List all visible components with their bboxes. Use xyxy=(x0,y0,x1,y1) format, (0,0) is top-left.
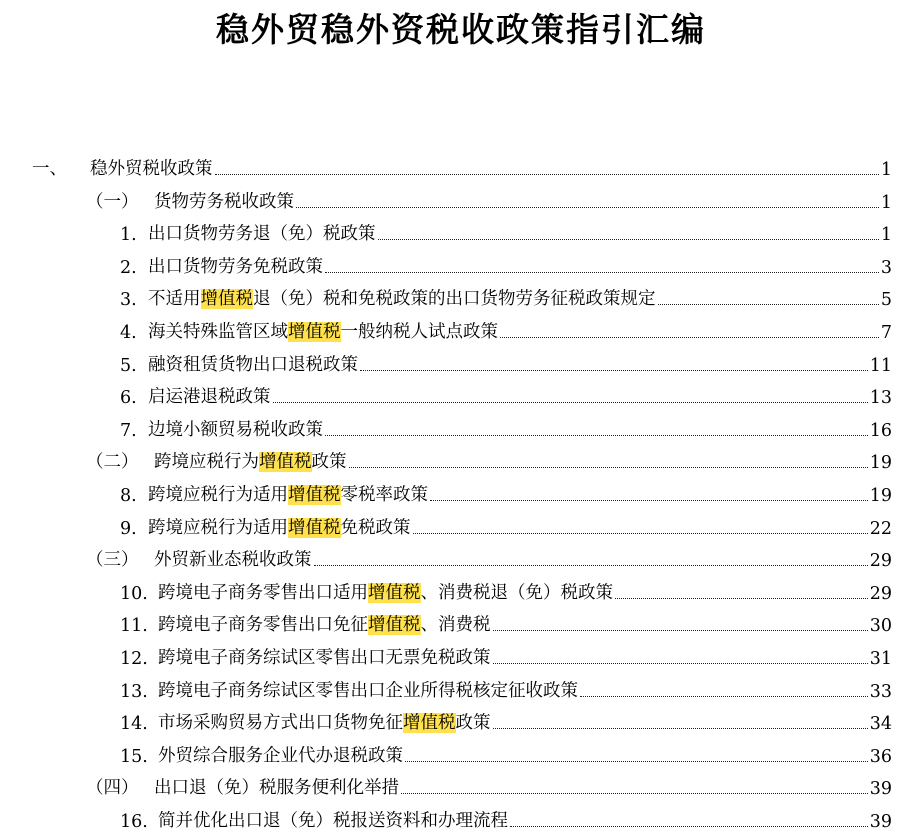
toc-entry-text: 跨境电子商务综试区零售出口企业所得税核定征收政策 xyxy=(158,680,578,701)
toc-entry-text: 外贸综合服务企业代办退税政策 xyxy=(158,745,403,766)
toc-entry-title xyxy=(154,188,294,213)
dot-leader xyxy=(493,630,868,631)
toc-entry-title xyxy=(154,774,399,799)
highlighted-term: 增值税 xyxy=(368,582,421,603)
highlighted-term: 增值税 xyxy=(368,615,421,636)
toc-entry[interactable] xyxy=(0,313,892,343)
toc-entry-text: 市场采购贸易方式出口货物免征 xyxy=(158,713,403,734)
toc-entry-title xyxy=(154,546,312,571)
toc-entry[interactable] xyxy=(0,704,892,734)
toc-entry[interactable] xyxy=(0,509,892,539)
highlighted-term: 增值税 xyxy=(288,322,341,342)
toc-entry-text: 零税率政策 xyxy=(340,485,428,505)
toc-entry-page-number: 3 xyxy=(880,257,892,278)
toc-entry-title xyxy=(148,383,271,408)
dot-leader xyxy=(401,793,868,794)
toc-entry-title xyxy=(148,220,376,245)
toc-entry-number: 3. xyxy=(120,290,137,311)
toc-entry-title xyxy=(158,579,613,604)
dot-leader xyxy=(215,174,879,175)
toc-entry-number: （一） xyxy=(86,191,139,212)
toc-entry-text: 跨境电子商务零售出口适用 xyxy=(158,582,368,603)
toc-entry-title xyxy=(148,285,656,310)
toc-entry-page-number: 11 xyxy=(869,355,892,376)
toc-entry-number: 7. xyxy=(120,420,137,441)
dot-leader xyxy=(493,663,868,664)
toc-entry-title xyxy=(158,807,508,832)
toc-entry-title xyxy=(148,481,428,506)
toc-entry[interactable] xyxy=(0,150,892,180)
toc-entry-title xyxy=(148,416,323,441)
toc-entry-page-number: 36 xyxy=(869,746,892,767)
dot-leader xyxy=(360,370,868,371)
toc-entry-number: 8. xyxy=(120,486,137,506)
dot-leader xyxy=(378,239,879,240)
toc-entry-page-number: 29 xyxy=(869,551,892,572)
toc-entry-page-number: 7 xyxy=(880,323,892,343)
toc-entry-text: 出口退（免）税服务便利化举措 xyxy=(154,778,399,799)
toc-entry-page-number: 19 xyxy=(869,486,892,506)
toc-entry[interactable] xyxy=(0,443,892,473)
dot-leader xyxy=(349,467,868,468)
toc-entry-number: 12. xyxy=(120,649,148,669)
toc-entry[interactable] xyxy=(0,737,892,767)
toc-entry-title xyxy=(148,318,498,343)
toc-entry-text: 跨境应税行为适用 xyxy=(148,485,288,505)
toc-entry-text: 跨境电子商务综试区零售出口无票免税政策 xyxy=(158,648,491,668)
toc-entry-title xyxy=(158,677,578,702)
dot-leader xyxy=(296,207,879,208)
dot-leader xyxy=(580,696,868,697)
dot-leader xyxy=(500,337,879,338)
toc-entry-page-number: 22 xyxy=(869,518,892,539)
toc-entry-text: 融资租赁货物出口退税政策 xyxy=(148,354,358,375)
dot-leader xyxy=(273,402,868,403)
toc-entry-title xyxy=(158,611,491,636)
toc-entry-page-number: 16 xyxy=(869,420,892,441)
toc-entry-text: 货物劳务税收政策 xyxy=(154,191,294,212)
dot-leader xyxy=(413,533,868,534)
toc-entry[interactable] xyxy=(0,769,892,799)
toc-entry-text: 退（免）税和免税政策的出口货物劳务征税政策规定 xyxy=(253,289,656,310)
toc-entry-title xyxy=(154,448,347,473)
highlighted-term: 增值税 xyxy=(403,713,456,734)
toc-entry-title xyxy=(148,351,358,376)
toc-entry-number: 6. xyxy=(120,388,137,409)
toc-entry-page-number: 39 xyxy=(869,812,892,832)
toc-entry[interactable] xyxy=(0,802,892,832)
toc-entry[interactable] xyxy=(0,411,892,441)
toc-entry-page-number: 39 xyxy=(869,779,892,800)
toc-entry-title xyxy=(158,644,491,669)
dot-leader xyxy=(615,598,868,599)
toc-entry-number: 4. xyxy=(120,323,137,343)
toc-entry[interactable] xyxy=(0,672,892,702)
toc-entry-text: 跨境电子商务零售出口免征 xyxy=(158,615,368,636)
dot-leader xyxy=(325,435,868,436)
toc-entry-text: 外贸新业态税收政策 xyxy=(154,550,312,571)
dot-leader xyxy=(325,272,879,273)
toc-entry-page-number: 30 xyxy=(869,616,892,637)
toc-entry-number: 15. xyxy=(120,746,148,767)
dot-leader xyxy=(314,565,868,566)
toc-entry[interactable] xyxy=(0,215,892,245)
toc-entry-text: 启运港退税政策 xyxy=(148,387,271,408)
toc-entry-text: 出口货物劳务退（免）税政策 xyxy=(148,224,376,245)
toc-entry-page-number: 1 xyxy=(880,225,892,246)
toc-entry-text: 出口货物劳务免税政策 xyxy=(148,256,323,277)
toc-entry-page-number: 29 xyxy=(869,583,892,604)
toc-entry-number: 1. xyxy=(120,225,137,246)
dot-leader xyxy=(430,500,868,501)
toc-entry[interactable] xyxy=(0,574,892,604)
toc-entry[interactable] xyxy=(0,639,892,669)
toc-entry-number: （二） xyxy=(86,452,139,473)
highlighted-term: 增值税 xyxy=(259,452,312,473)
toc-entry-number: 11. xyxy=(120,616,148,637)
toc-entry-number: 2. xyxy=(120,257,137,278)
toc-entry-number: 14. xyxy=(120,714,148,735)
toc-entry[interactable] xyxy=(0,476,892,506)
toc-entry-number: 16. xyxy=(120,812,148,832)
toc-entry-text: 不适用 xyxy=(148,289,201,310)
toc-entry-number: 13. xyxy=(120,681,148,702)
toc-entry-title xyxy=(90,155,213,180)
toc-entry-page-number: 19 xyxy=(869,453,892,474)
toc-entry[interactable] xyxy=(0,248,892,278)
highlighted-term: 增值税 xyxy=(288,485,341,505)
toc-entry-text: 政策 xyxy=(455,713,491,734)
toc-entry-number: 9. xyxy=(120,518,137,539)
toc-entry-text: 海关特殊监管区域 xyxy=(148,322,288,342)
toc-entry-title xyxy=(158,709,491,734)
dot-leader xyxy=(658,304,879,305)
toc-entry-number: 一、 xyxy=(32,159,67,179)
dot-leader xyxy=(493,728,868,729)
toc-entry[interactable] xyxy=(0,183,892,213)
toc-entry-text: 免税政策 xyxy=(340,517,411,538)
toc-entry-title xyxy=(148,514,411,539)
toc-entry-text: 、消费税 xyxy=(420,615,491,636)
toc-entry-number: 10. xyxy=(120,583,148,604)
toc-entry-page-number: 33 xyxy=(869,681,892,702)
toc-entry[interactable] xyxy=(0,378,892,408)
toc-entry[interactable] xyxy=(0,541,892,571)
highlighted-term: 增值税 xyxy=(200,289,253,310)
toc-entry-number: （三） xyxy=(86,550,139,571)
toc-entry-text: 跨境应税行为适用 xyxy=(148,517,288,538)
toc-entry-page-number: 13 xyxy=(869,388,892,409)
toc-entry-number: 5. xyxy=(120,355,137,376)
highlighted-term: 增值税 xyxy=(288,517,341,538)
toc-entry-text: 、消费税退（免）税政策 xyxy=(420,582,613,603)
toc-entry-page-number: 5 xyxy=(880,290,892,311)
toc-entry-page-number: 34 xyxy=(869,714,892,735)
toc-entry-title xyxy=(158,742,403,767)
toc-entry[interactable] xyxy=(0,346,892,376)
toc-entry-text: 政策 xyxy=(311,452,347,473)
toc-entry-text: 边境小额贸易税收政策 xyxy=(148,419,323,440)
toc-entry-text: 简并优化出口退（免）税报送资料和办理流程 xyxy=(158,811,508,831)
toc-entry[interactable] xyxy=(0,280,892,310)
document-title: 稳外贸稳外资税收政策指引汇编 xyxy=(216,10,706,49)
toc-entry-title xyxy=(148,253,323,278)
dot-leader xyxy=(405,761,868,762)
toc-entry-page-number: 31 xyxy=(869,649,892,669)
toc-entry-number: （四） xyxy=(86,778,139,799)
toc-entry-page-number: 1 xyxy=(880,192,892,213)
toc-entry-text: 跨境应税行为 xyxy=(154,452,259,473)
toc-entry-text: 一般纳税人试点政策 xyxy=(340,322,498,342)
toc-entry-page-number: 1 xyxy=(880,160,892,180)
toc-entry-text: 稳外贸税收政策 xyxy=(90,159,213,179)
toc-entry[interactable] xyxy=(0,606,892,636)
